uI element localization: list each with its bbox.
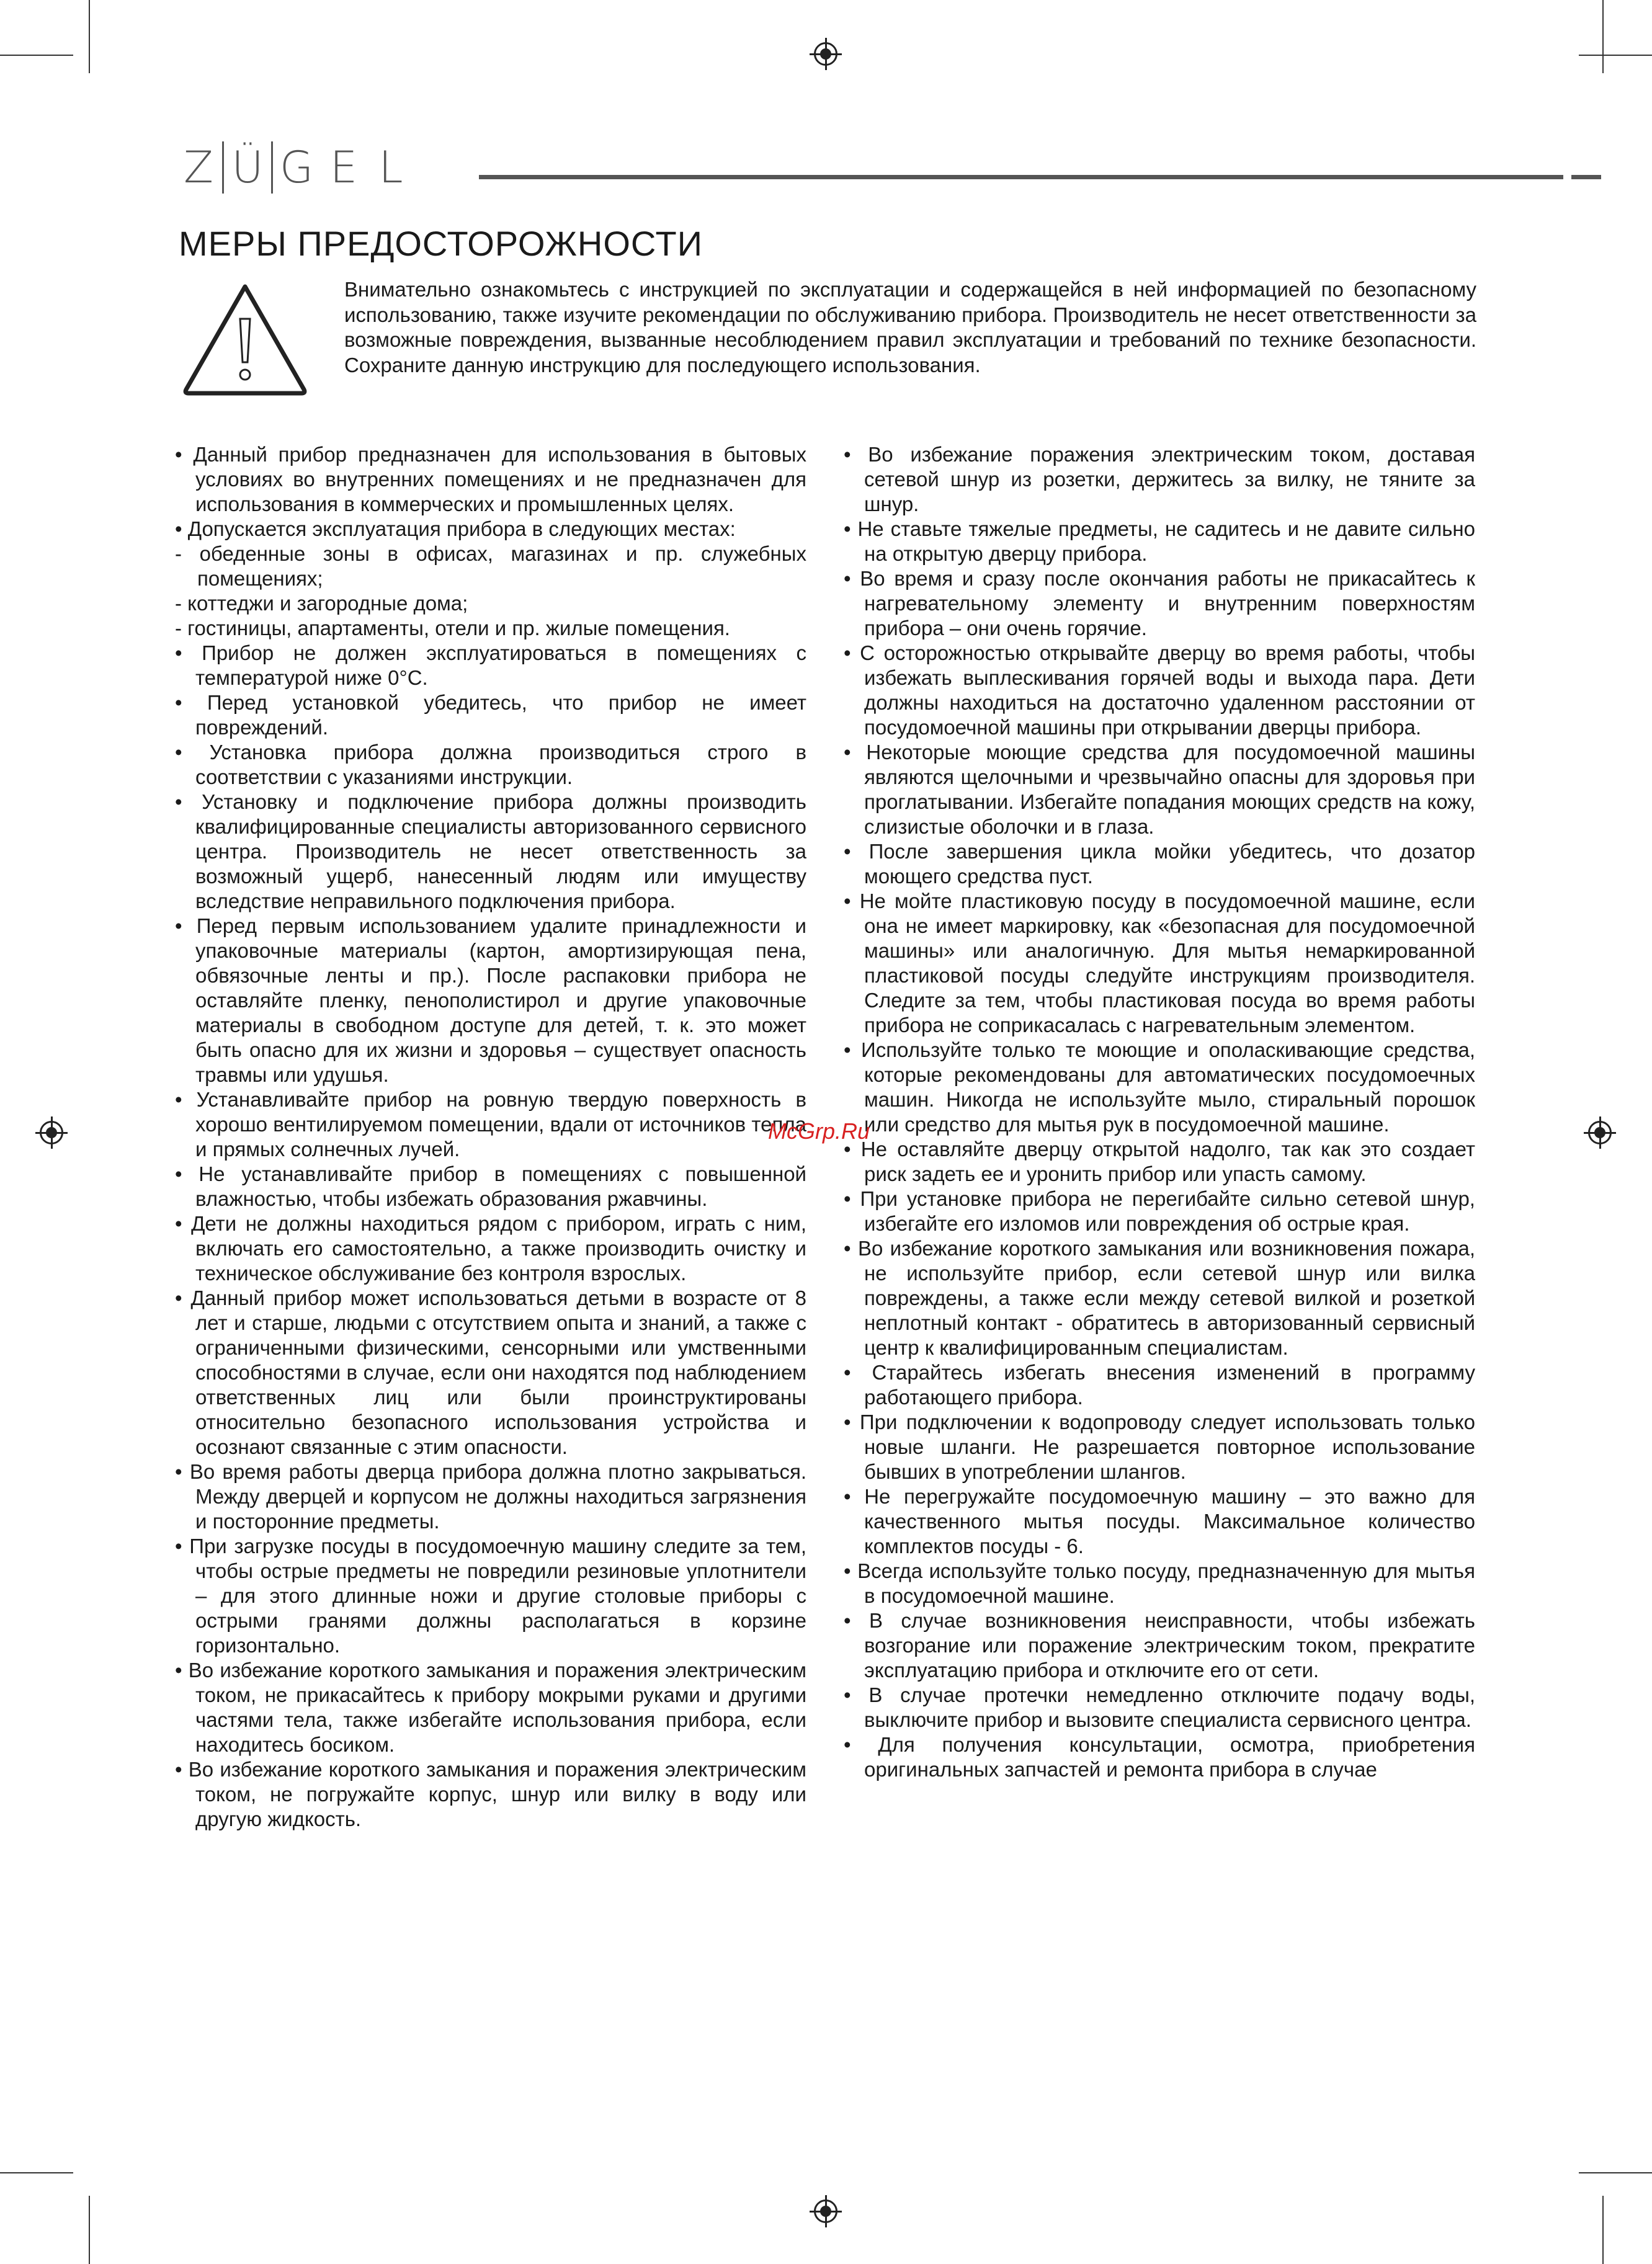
bullet-icon: •	[175, 1212, 192, 1235]
list-item-text: Во избежание короткого замыкания и поражения электрическим током, не погружайте корпус, шнур или вилку в воду или другую жидкость.	[188, 1758, 806, 1830]
list-item	[175, 914, 806, 1087]
list-item-dash	[175, 591, 806, 616]
bullet-icon: •	[175, 1286, 191, 1309]
registration-mark-icon	[814, 2199, 837, 2223]
bullet-icon: •	[175, 517, 188, 540]
list-item-text: Дети не должны находиться рядом с прибором, играть с ним, включать его самостоятельно, а также производить очистку и техническое обслуживание без контроля взрослых.	[191, 1212, 806, 1285]
bullet-icon: •	[844, 840, 869, 863]
list-item-text: Прибор не должен эксплуатироваться в помещениях с температурой ниже 0°С.	[195, 641, 806, 689]
list-item	[844, 1732, 1475, 1782]
list-item-text: При подключении к водопроводу следует использовать только новые шланги. Не разрешается повторное использование бывших в употреблении шлангов.	[859, 1411, 1475, 1483]
list-item	[844, 1683, 1475, 1732]
bullet-icon: •	[175, 1535, 190, 1558]
list-item-text: Старайтесь избегать внесения изменений в программу работающего прибора.	[864, 1361, 1475, 1409]
bullet-icon: •	[175, 1162, 199, 1185]
dash-marker: -	[175, 542, 200, 565]
page-title: МЕРЫ ПРЕДОСТОРОЖНОСТИ	[179, 224, 703, 263]
bullet-icon: •	[844, 1361, 872, 1384]
logo-letter: L	[378, 142, 403, 193]
dash-marker: -	[175, 617, 188, 640]
watermark: McGrp.Ru	[768, 1118, 870, 1144]
list-item-text: Перед первым использованием удалите принадлежности и упаковочные материалы (картон, амортизирующая пена, обвязочные ленты и пр.). После распаковки прибора не оставляйте пленку, пенополистирол и другие упаковочные материалы в свободном доступе для детей, т. к. это может быть опасно для их жизни и здоровья – существует опасность травмы или удушья.	[195, 914, 806, 1086]
bullet-icon: •	[175, 1758, 189, 1781]
list-item	[175, 1534, 806, 1658]
logo-letter: E	[329, 142, 358, 193]
list-item	[844, 442, 1475, 517]
bullet-icon: •	[844, 517, 858, 540]
warning-triangle-icon	[180, 280, 310, 398]
logo-letter: G	[279, 142, 314, 193]
list-item-text: Данный прибор может использоваться детьми в возрасте от 8 лет и старше, людьми с отсутствием опыта и знаний, а также с ограниченными физическими, сенсорными или умственными способностями в случае, если они находятся под наблюдением ответственных лиц или были проинструктированы относительно безопасного использования устройства и осознают связанные с этим опасности.	[190, 1286, 806, 1458]
bullet-icon: •	[175, 914, 197, 937]
bullet-icon: •	[175, 790, 202, 813]
list-item-text: Некоторые моющие средства для посудомоечной машины являются щелочными и чрезвычайно опасны для здоровья при проглатывании. Избегайте попадания моющих средств на кожу, слизистые оболочки и в глаза.	[864, 741, 1475, 838]
list-item	[844, 1038, 1475, 1137]
crop-mark	[1602, 0, 1604, 73]
list-item-text: Во избежание короткого замыкания или возникновения пожара, не используйте прибор, если сетевой шнур или вилка повреждены, а также если между сетевой вилкой и розеткой неплотный контакт - обратитесь в авторизованный сервисный центр к квалифицированным специалистам.	[857, 1237, 1475, 1359]
bullet-icon: •	[175, 1460, 190, 1483]
bullet-icon: •	[844, 1609, 869, 1632]
list-item-text: При установке прибора не перегибайте сильно сетевой шнур, избегайте его изломов или повреждения об острые края.	[860, 1187, 1475, 1235]
logo-letter: Z	[184, 142, 213, 193]
list-item-text: Для получения консультации, осмотра, приобретения оригинальных запчастей и ремонта прибора в случае	[864, 1733, 1475, 1781]
brand-logo	[175, 141, 414, 194]
list-item	[175, 740, 806, 790]
crop-mark	[89, 2196, 90, 2264]
list-item-text: Во избежание поражения электрическим током, доставая сетевой шнур из розетки, держитесь за вилку, не тяните за шнур.	[864, 443, 1475, 515]
bullet-icon: •	[844, 1411, 860, 1433]
bullet-icon: •	[844, 1237, 858, 1260]
bullet-icon: •	[175, 641, 202, 664]
dash-marker: -	[175, 592, 188, 615]
list-item	[844, 1484, 1475, 1559]
crop-mark	[0, 2172, 73, 2173]
list-item-text: коттеджи и загородные дома;	[187, 592, 468, 615]
list-item	[844, 740, 1475, 839]
bullet-icon: •	[844, 889, 860, 912]
list-item-text: В случае возникновения неисправности, чтобы избежать возгорание или поражение электрическим током, прекратите эксплуатацию прибора и отключите его от сети.	[864, 1609, 1475, 1682]
list-item-text: обеденные зоны в офисах, магазинах и пр. служебных помещениях;	[197, 542, 806, 590]
list-item-text: Всегда используйте только посуду, предназначенную для мытья в посудомоечной машине.	[857, 1559, 1475, 1607]
bullet-icon: •	[175, 1088, 197, 1111]
crop-mark	[1602, 2196, 1604, 2264]
registration-mark-icon	[1588, 1121, 1612, 1144]
header-rule-end	[1571, 175, 1601, 179]
bullet-icon: •	[844, 1683, 869, 1706]
list-item	[175, 1757, 806, 1832]
bullet-icon: •	[175, 1659, 189, 1682]
list-item	[844, 1608, 1475, 1683]
list-item	[844, 1236, 1475, 1360]
list-item	[844, 1410, 1475, 1484]
list-item-text: Допускается эксплуатация прибора в следующих местах:	[187, 517, 736, 540]
list-item	[844, 1187, 1475, 1236]
list-item-text: Не устанавливайте прибор в помещениях с повышенной влажностью, чтобы избежать образования ржавчины.	[195, 1162, 806, 1210]
bullet-icon: •	[844, 1733, 878, 1756]
list-item-text: С осторожностью открывайте дверцу во время работы, чтобы избежать выплескивания горячей воды и выхода пара. Дети должны находиться на достаточно удаленном расстоянии от посудомоечной машины при открывании дверцы прибора.	[860, 641, 1475, 739]
list-item-text: В случае протечки немедленно отключите подачу воды, выключите прибор и вызовите специалиста сервисного центра.	[864, 1683, 1475, 1731]
bullet-icon: •	[844, 641, 860, 664]
crop-mark	[89, 0, 90, 73]
bullet-icon: •	[175, 741, 210, 764]
crop-mark	[1579, 2172, 1652, 2173]
list-item	[844, 641, 1475, 740]
header-rule	[479, 175, 1563, 179]
crop-mark	[0, 55, 73, 56]
list-item	[175, 1211, 806, 1286]
list-item-dash	[175, 616, 806, 641]
list-item	[844, 1137, 1475, 1187]
right-column	[844, 442, 1475, 1782]
list-item	[844, 889, 1475, 1038]
list-item-text: Данный прибор предназначен для использования в бытовых условиях во внутренних помещениях и не предназначен для использования в коммерческих и промышленных целях.	[193, 443, 806, 515]
list-item-text: Перед установкой убедитесь, что прибор не имеет повреждений.	[195, 691, 806, 739]
list-item	[844, 566, 1475, 641]
list-item-text: Во время работы дверца прибора должна плотно закрываться. Между дверцей и корпусом не должны находиться загрязнения и посторонние предметы.	[189, 1460, 806, 1533]
list-item-text: Не оставляйте дверцу открытой надолго, так как это создает риск задеть ее и уронить прибор или упасть самому.	[860, 1138, 1475, 1185]
list-item-text: Установку и подключение прибора должны производить квалифицированные специалисты авторизованного сервисного центра. Производитель не несет ответственность за возможный ущерб, нанесенный людям или имуществу вследствие неправильного подключения прибора.	[195, 790, 806, 912]
list-item	[175, 1087, 806, 1162]
list-item	[175, 1460, 806, 1534]
bullet-icon: •	[844, 1485, 865, 1508]
list-item	[175, 442, 806, 517]
list-item-text: Во время и сразу после окончания работы не прикасайтесь к нагревательному элементу и внутренним поверхностям прибора – они очень горячие.	[860, 567, 1475, 640]
bullet-icon: •	[844, 567, 860, 590]
list-item-dash	[175, 541, 806, 591]
list-item-text: Не ставьте тяжелые предметы, не садитесь и не давите сильно на открытую дверцу прибора.	[857, 517, 1475, 565]
list-item-text: Не мойте пластиковую посуду в посудомоечной машине, если она не имеет маркировку, как «безопасная для посудомоечной машины» или аналогичную. Для мытья немаркированной пластиковой посуды следуйте инструкциям производителя. Следите за тем, чтобы пластиковая посуда во время работы прибора не соприкасалась с нагревательным элементом.	[859, 889, 1475, 1036]
bullet-icon: •	[844, 443, 868, 466]
list-item	[175, 641, 806, 690]
bullet-icon: •	[844, 741, 867, 764]
list-item	[175, 790, 806, 914]
list-item-text: Используйте только те моющие и ополаскивающие средства, которые рекомендованы для автоматических посудомоечных машин. Никогда не используйте мыло, стиральный порошок или средство для мытья рук в посудомоечной машине.	[861, 1038, 1475, 1136]
registration-mark-icon	[814, 42, 837, 66]
bullet-icon: •	[844, 1138, 861, 1161]
list-item	[844, 1559, 1475, 1608]
list-item	[175, 1286, 806, 1460]
intro-paragraph: Внимательно ознакомьтесь с инструкцией по эксплуатации и содержащейся в ней информацией по безопасному использованию, также изучите рекомендации по обслуживанию прибора. Производитель не несет ответственности за возможные повреждения, вызванные несоблюдением правил эксплуатации и требований по технике безопасности. Сохраните данную инструкцию для последующего использования.	[344, 278, 1476, 377]
bullet-icon: •	[844, 1187, 860, 1210]
registration-mark-icon	[40, 1121, 63, 1144]
list-item-text: Не перегружайте посудомоечную машину – это важно для качественного мытья посуды. Максимальное количество комплектов посуды - 6.	[864, 1485, 1475, 1558]
list-item	[844, 1360, 1475, 1410]
list-item-text: После завершения цикла мойки убедитесь, что дозатор моющего средства пуст.	[864, 840, 1475, 888]
list-item	[844, 517, 1475, 566]
bullet-icon: •	[175, 443, 194, 466]
crop-mark	[1579, 55, 1652, 56]
list-item	[175, 517, 806, 541]
bullet-icon: •	[844, 1559, 858, 1582]
list-item-text: Установка прибора должна производиться строго в соответствии с указаниями инструкции.	[195, 741, 806, 788]
left-column	[175, 442, 806, 1832]
list-item	[175, 1658, 806, 1757]
bullet-icon: •	[175, 691, 207, 714]
logo-letter-boxed: Ü	[222, 141, 273, 194]
list-item-text: При загрузке посуды в посудомоечную машину следите за тем, чтобы острые предметы не повредили резиновые уплотнители – для этого длинные ножи и другие столовые приборы с острыми гранями должны располагаться в корзине горизонтально.	[189, 1535, 806, 1657]
list-item-text: Устанавливайте прибор на ровную твердую поверхность в хорошо вентилируемом помещении, вдали от источников тепла и прямых солнечных лучей.	[195, 1088, 806, 1161]
list-item	[844, 839, 1475, 889]
list-item	[175, 1162, 806, 1211]
list-item-text: Во избежание короткого замыкания и поражения электрическим током, не прикасайтесь к прибору мокрыми руками и другими частями тела, также избегайте использования прибора, если находитесь босиком.	[188, 1659, 806, 1756]
list-item	[175, 690, 806, 740]
list-item-text: гостиницы, апартаменты, отели и пр. жилые помещения.	[187, 617, 730, 640]
bullet-icon: •	[844, 1038, 862, 1061]
